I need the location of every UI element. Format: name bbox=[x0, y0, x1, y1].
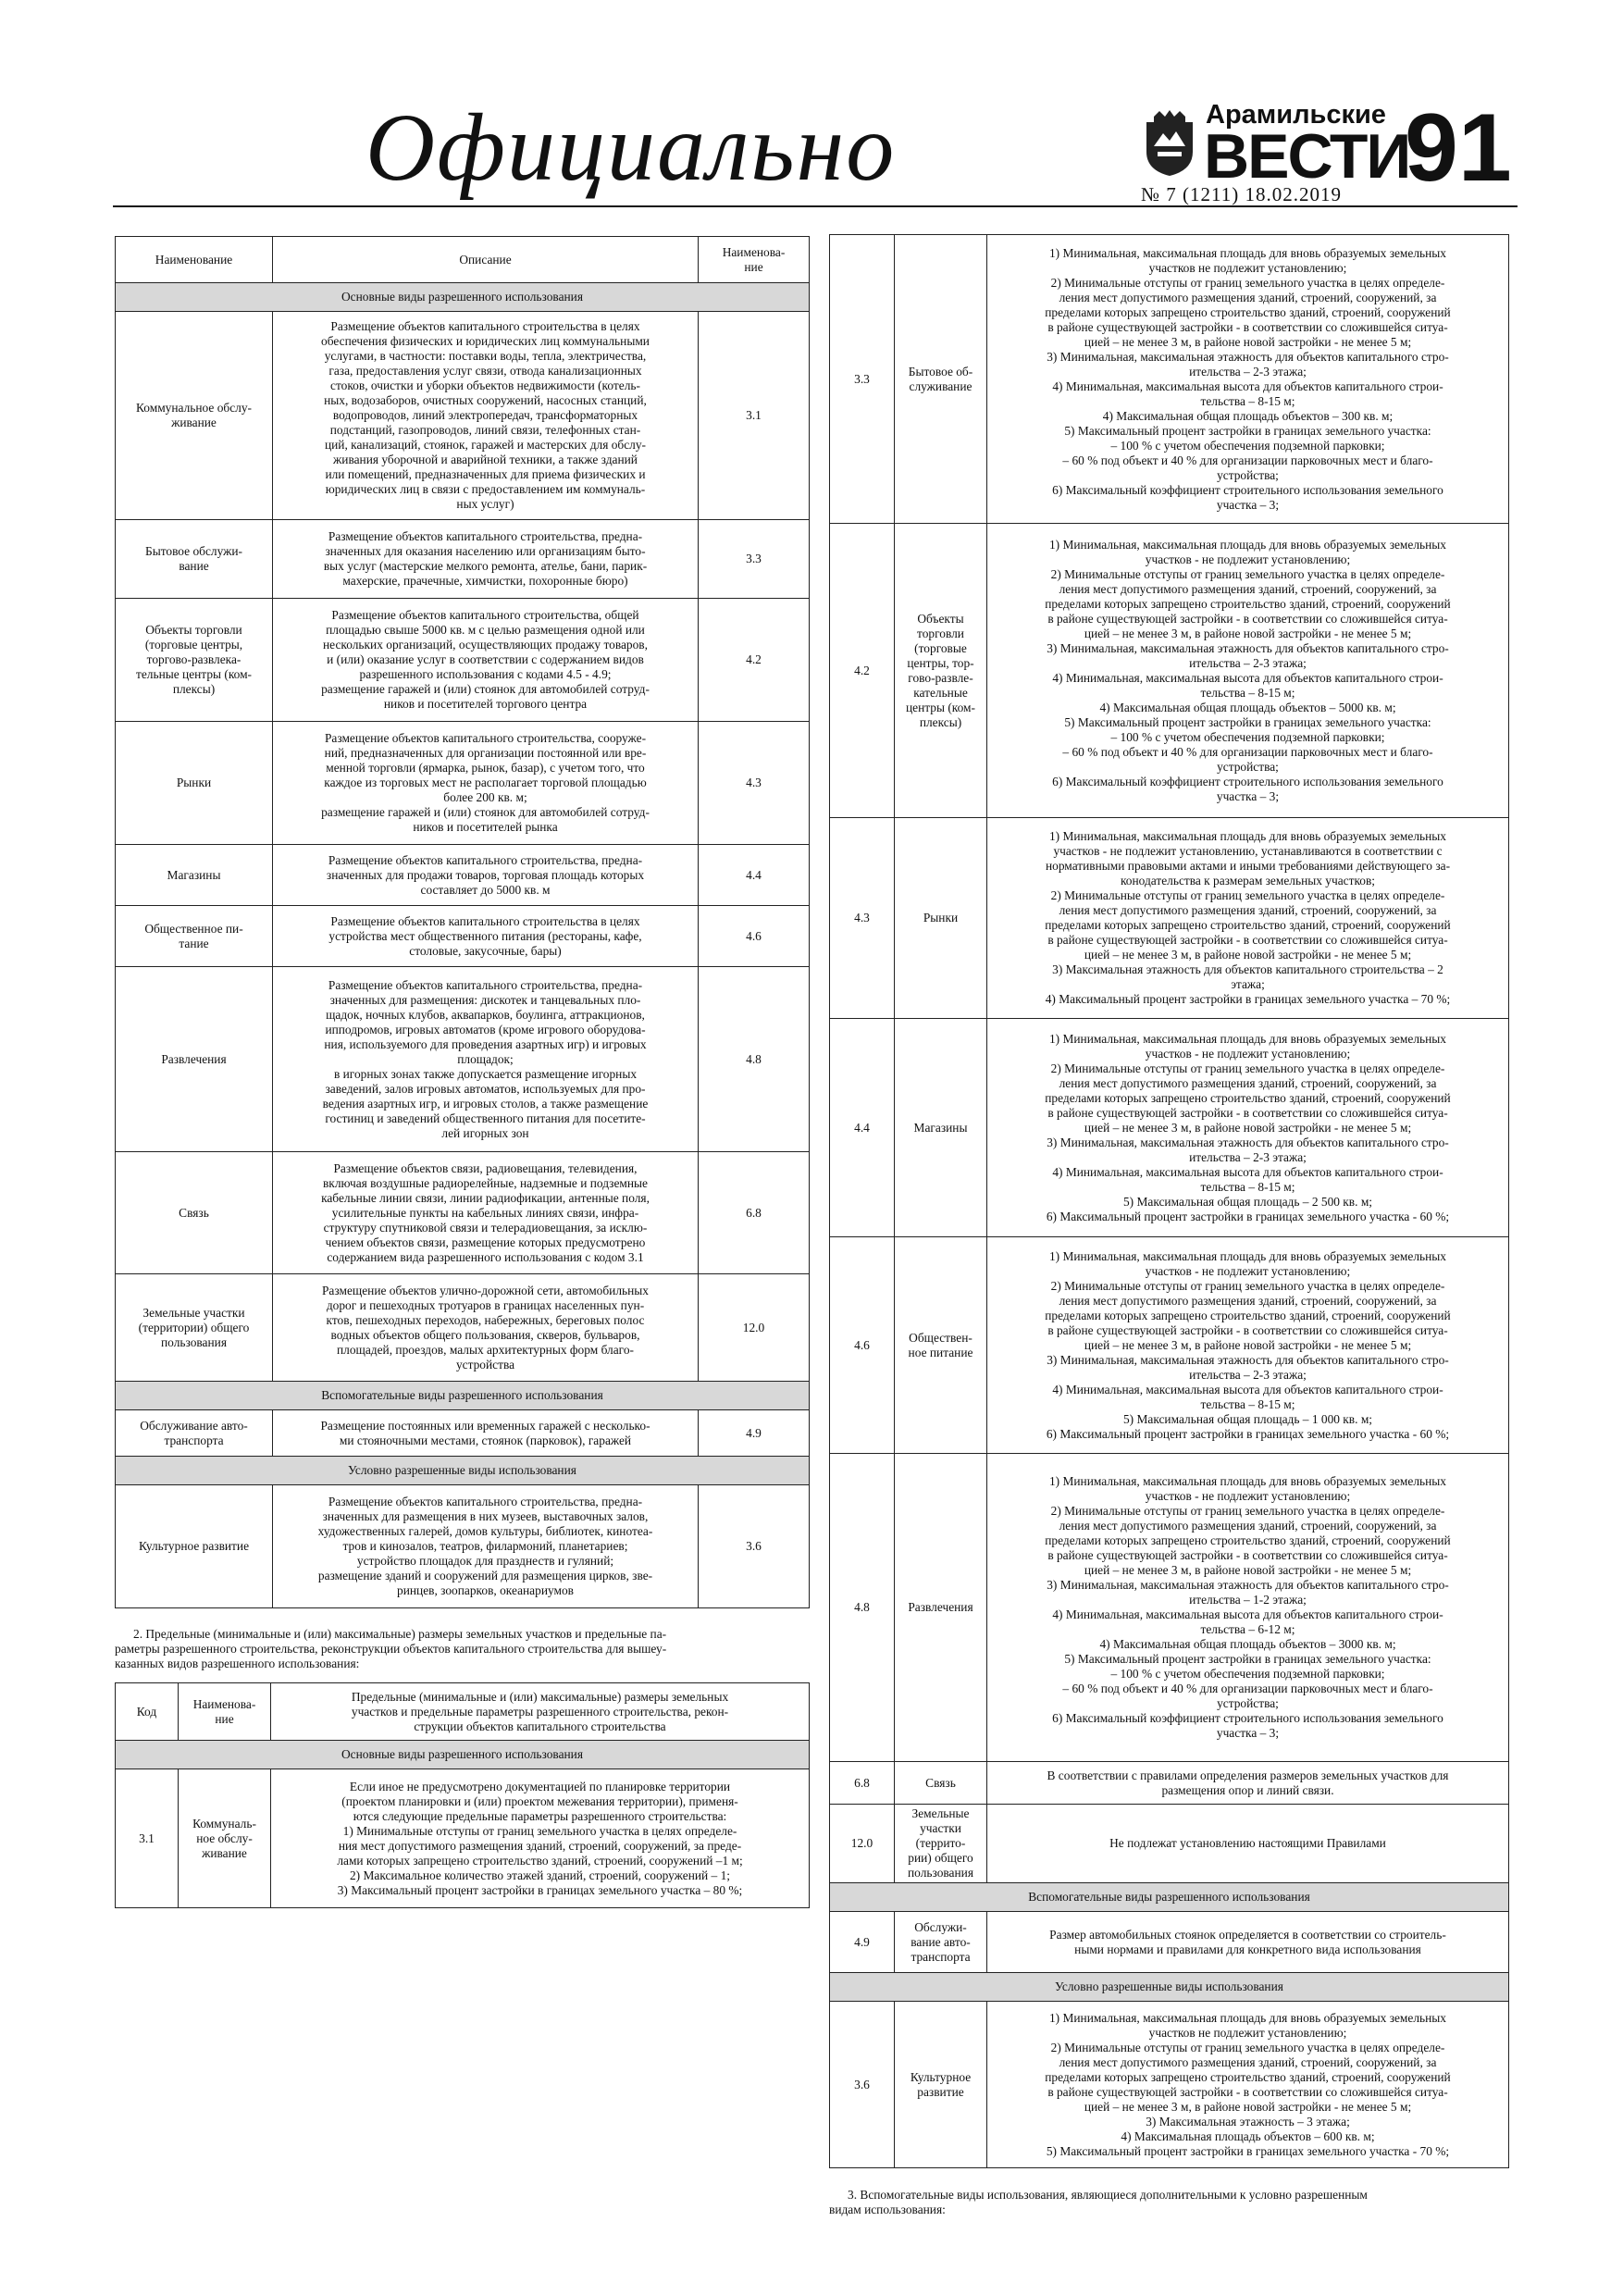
col-header-name: Наименование bbox=[116, 237, 273, 283]
use-name: Связь bbox=[116, 1152, 273, 1274]
use-name: Культурное развитие bbox=[116, 1485, 273, 1608]
use-name: Развлечения bbox=[116, 967, 273, 1152]
use-name: Связь bbox=[895, 1762, 987, 1805]
newspaper-logo bbox=[1141, 100, 1410, 192]
use-name: Земельные участки (территории) общего пользования bbox=[116, 1274, 273, 1382]
use-code: 4.6 bbox=[830, 1237, 895, 1454]
use-description: Размещение объектов улично-дорожной сети, автомобильных дорог и пешеходных тротуаров в границах населенных пун- ктов, пешеходных переходов, набережных, береговых полос водных объектов общего пользования, скверов, бульваров, площадей, проездов, малых архитектурных форм благо- устройства bbox=[273, 1274, 699, 1382]
table-row bbox=[116, 599, 810, 722]
use-name: Коммуналь- ное обслу- живание bbox=[179, 1769, 271, 1908]
col-header-limits: Предельные (минимальные и (или) максимальные) размеры земельных участков и предельные параметры разрешенного строительства, рекон- струкции объектов капитального строительства bbox=[271, 1683, 810, 1741]
section-row bbox=[116, 1741, 810, 1769]
section-cond-label: Условно разрешенные виды использования bbox=[116, 1457, 810, 1485]
use-limits: 1) Минимальная, максимальная площадь для вновь образуемых земельных участков - не подлежит установлению; 2) Минимальные отступы от границ земельного участка в целях определе- ления мест допустимого размещения зданий, строений, сооружений, за пределами которых запрещено строительство зданий, строений, сооружений в районе существующей застройки - в соответствии со сложившейся ситуа- цией – не менее 3 м, в районе новой застройки - не менее 5 м; 3) Минимальная, максимальная этажность для объектов капитального стро- ительства – 2-3 этажа; 4) Минимальная, максимальная высота для объектов капитального строи- тельства – 8-15 м; 5) Максимальная общая площадь – 2 500 кв. м; 6) Максимальный процент застройки в границах земельного участка - 60 %; bbox=[987, 1019, 1509, 1237]
table-row bbox=[116, 845, 810, 906]
use-code: 6.8 bbox=[830, 1762, 895, 1805]
use-description: Размещение объектов капитального строительства в целях обеспечения физических и юридических лиц коммунальными услугами, в частности: поставки воды, тепла, электричества, газа, предоставления услуг связи, отвода канализационных стоков, очистки и уборки объектов недвижимости (котель- ных, водозаборов, очистных сооружений, насосных станций, водопроводов, линий электропередач, трансформаторных подстанций, газопроводов, линий связи, телефонных стан- ций, канализаций, стоянок, гаражей и мастерских для обслу- живания уборочной и аварийной техники, а также зданий или помещений, предназначенных для приема физических и юридических лиц в связи с предоставлением им коммуналь- ных услуг) bbox=[273, 312, 699, 520]
table-row bbox=[830, 235, 1509, 524]
use-limits: 1) Минимальная, максимальная площадь для вновь образуемых земельных участков - не подлежит установлению; 2) Минимальные отступы от границ земельного участка в целях определе- ления мест допустимого размещения зданий, строений, сооружений, за пределами которых запрещено строительство зданий, строений, сооружений в районе существующей застройки - в соответствии со сложившейся ситуа- цией – не менее 3 м, в районе новой застройки - не менее 5 м; 3) Минимальная, максимальная этажность для объектов капитального стро- ительства – 1-2 этажа; 4) Минимальная, максимальная высота для объектов капитального строи- тельства – 6-12 м; 4) Максимальная общая площадь объектов – 3000 кв. м; 5) Максимальный процент застройки в границах земельного участка: – 100 % с учетом обеспечения подземной парковки; – 60 % под объект и 40 % для организации парковочных мест и благо- устройства; 6) Максимальный коэффициент строительного использования земельного участка – 3; bbox=[987, 1454, 1509, 1762]
coat-of-arms-icon bbox=[1141, 109, 1198, 178]
use-name: Земельные участки (террито- рии) общего пользования bbox=[895, 1805, 987, 1883]
section-row bbox=[116, 283, 810, 312]
use-name: Обслуживание авто- транспорта bbox=[116, 1410, 273, 1457]
use-limits: Не подлежат установлению настоящими Правилами bbox=[987, 1805, 1509, 1883]
use-name: Бытовое об- служивание bbox=[895, 235, 987, 524]
table-row bbox=[116, 1769, 810, 1908]
use-code: 3.6 bbox=[830, 2002, 895, 2168]
use-limits: 1) Минимальная, максимальная площадь для вновь образуемых земельных участков - не подлежит установлению; 2) Минимальные отступы от границ земельного участка в целях определе- ления мест допустимого размещения зданий, строений, сооружений, за пределами которых запрещено строительство зданий, строений, сооружений в районе существующей застройки - в соответствии со сложившейся ситуа- цией – не менее 3 м, в районе новой застройки - не менее 5 м; 3) Минимальная, максимальная этажность для объектов капитального стро- ительства – 2-3 этажа; 4) Минимальная, максимальная высота для объектов капитального строи- тельства – 8-15 м; 5) Максимальная общая площадь – 1 000 кв. м; 6) Максимальный процент застройки в границах земельного участка - 60 %; bbox=[987, 1237, 1509, 1454]
use-name: Развлечения bbox=[895, 1454, 987, 1762]
use-description: Размещение объектов капитального строительства, предна- значенных для размещения: дискотек и танцевальных пло- щадок, ночных клубов, аквапарков, боулинга, аттракционов, ипподромов, игровых автоматов (кроме игрового оборудова- ния, используемого для проведения азартных игр) и игровых площадок; в игорных зонах также допускается размещение игорных заведений, залов игровых автоматов, используемых для про- ведения азартных игр, и игровых столов, а также размещение гостиниц и заведений общественного питания для посетите- лей игорных зон bbox=[273, 967, 699, 1152]
use-limits: 1) Минимальная, максимальная площадь для вновь образуемых земельных участков не подлежит установлению; 2) Минимальные отступы от границ земельного участка в целях определе- ления мест допустимого размещения зданий, строений, сооружений, за пределами которых запрещено строительство зданий, строений, сооружений в районе существующей застройки - в соответствии со сложившейся ситуа- цией – не менее 3 м, в районе новой застройки - не менее 5 м; 3) Минимальная, максимальная этажность для объектов капитального стро- ительства – 2-3 этажа; 4) Минимальная, максимальная высота для объектов капитального строи- тельства – 8-15 м; 4) Максимальная общая площадь объектов – 300 кв. м; 5) Максимальный процент застройки в границах земельного участка: – 100 % с учетом обеспечения подземной парковки; – 60 % под объект и 40 % для организации парковочных мест и благо- устройства; 6) Максимальный коэффициент строительного использования земельного участка – 3; bbox=[987, 235, 1509, 524]
use-name: Рынки bbox=[895, 818, 987, 1019]
use-name: Магазины bbox=[116, 845, 273, 906]
use-name: Бытовое обслужи- вание bbox=[116, 520, 273, 599]
use-description: Размещение объектов капитального строительства, общей площадью свыше 5000 кв. м с целью размещения одной или нескольких организаций, осуществляющих продажу товаров, и (или) оказание услуг в соответствии с содержанием видов разрешенного использования с кодами 4.5 - 4.9; размещение гаражей и (или) стоянок для автомобилей сотруд- ников и посетителей торгового центра bbox=[273, 599, 699, 722]
use-limits: 1) Минимальная, максимальная площадь для вновь образуемых земельных участков не подлежит установлению; 2) Минимальные отступы от границ земельного участка в целях определе- ления мест допустимого размещения зданий, строений, сооружений, за пределами которых запрещено строительство зданий, строений, сооружений в районе существующей застройки - в соответствии со сложившейся ситуа- цией – не менее 3 м, в районе новой застройки - не менее 5 м; 3) Максимальная этажность – 3 этажа; 4) Максимальная площадь объектов – 600 кв. м; 5) Максимальный процент застройки в границах земельного участка - 70 %; bbox=[987, 2002, 1509, 2168]
limits-table-right bbox=[829, 234, 1509, 2168]
use-code: 12.0 bbox=[699, 1274, 810, 1382]
use-name: Коммунальное обслу- живание bbox=[116, 312, 273, 520]
use-description: Размещение объектов капитального строительства, предна- значенных для оказания населению или организациям быто- вых услуг (мастерские мелкого ремонта, ателье, бани, парик- махерские, прачечные, химчистки, похоронные бюро) bbox=[273, 520, 699, 599]
section-main-label: Основные виды разрешенного использования bbox=[116, 283, 810, 312]
use-name: Обществен- ное питание bbox=[895, 1237, 987, 1454]
issue-info: № 7 (1211) 18.02.2019 bbox=[1141, 183, 1342, 205]
use-code: 4.9 bbox=[830, 1912, 895, 1973]
page-number: 91 bbox=[1405, 94, 1512, 202]
use-code: 4.3 bbox=[830, 818, 895, 1019]
col-header-description: Описание bbox=[273, 237, 699, 283]
use-name: Общественное пи- тание bbox=[116, 906, 273, 967]
table-row bbox=[830, 2002, 1509, 2168]
use-limits: 1) Минимальная, максимальная площадь для вновь образуемых земельных участков - не подлежит установлению; 2) Минимальные отступы от границ земельного участка в целях определе- ления мест допустимого размещения зданий, строений, сооружений, за пределами которых запрещено строительство зданий, строений, сооружений в районе существующей застройки - в соответствии со сложившейся ситуа- цией – не менее 3 м, в районе новой застройки - не менее 5 м; 3) Минимальная, максимальная этажность для объектов капитального стро- ительства – 2-3 этажа; 4) Минимальная, максимальная высота для объектов капитального строи- тельства – 8-15 м; 4) Максимальная общая площадь объектов – 5000 кв. м; 5) Максимальный процент застройки в границах земельного участка: – 100 % с учетом обеспечения подземной парковки; – 60 % под объект и 40 % для организации парковочных мест и благо- устройства; 6) Максимальный коэффициент строительного использования земельного участка – 3; bbox=[987, 524, 1509, 818]
limits-table-left bbox=[115, 1682, 810, 1908]
use-limits: 1) Минимальная, максимальная площадь для вновь образуемых земельных участков - не подлежит установлению, устанавливаются в соответствии с нормативными правовыми актами и иными требованиями действующего за- конодательства к размерам земельных участков; 2) Минимальные отступы от границ земельного участка в целях определе- ления мест допустимого размещения зданий, строений, сооружений, за пределами которых запрещено строительство зданий, строений, сооружений в районе существующей застройки - в соответствии со сложившейся ситуа- цией – не менее 3 м, в районе новой застройки - не менее 5 м; 3) Максимальная этажность для объектов капитального строительства – 2 этажа; 4) Максимальный процент застройки в границах земельного участка – 70 %; bbox=[987, 818, 1509, 1019]
use-description: Размещение объектов капитального строительства, предна- значенных для размещения в них музеев, выставочных залов, художественных галерей, домов культуры, библиотек, кинотеа- тров и кинозалов, театров, филармоний, планетариев; устройство площадок для празднеств и гуляний; размещение зданий и сооружений для размещения цирков, зве- ринцев, зоопарков, океанариумов bbox=[273, 1485, 699, 1608]
table-row bbox=[116, 967, 810, 1152]
table-row bbox=[116, 722, 810, 845]
table-row bbox=[830, 1019, 1509, 1237]
use-code: 4.8 bbox=[830, 1454, 895, 1762]
use-code: 3.1 bbox=[699, 312, 810, 520]
use-code: 6.8 bbox=[699, 1152, 810, 1274]
use-code: 4.8 bbox=[699, 967, 810, 1152]
table-row bbox=[116, 1410, 810, 1457]
use-code: 4.2 bbox=[830, 524, 895, 818]
use-code: 3.1 bbox=[116, 1769, 179, 1908]
col-header-name: Наименова- ние bbox=[179, 1683, 271, 1741]
use-code: 3.3 bbox=[699, 520, 810, 599]
section-aux-label: Вспомогательные виды разрешенного использования bbox=[116, 1382, 810, 1410]
use-name: Объекты торговли (торговые центры, тор- гово-развле- кательные центры (ком- плексы) bbox=[895, 524, 987, 818]
section-title: Официально bbox=[365, 94, 897, 201]
section-row bbox=[116, 1457, 810, 1485]
table-row bbox=[116, 312, 810, 520]
use-code: 3.6 bbox=[699, 1485, 810, 1608]
permitted-use-table bbox=[115, 236, 810, 1608]
table-row bbox=[830, 1237, 1509, 1454]
use-description: Размещение постоянных или временных гаражей с несколько- ми стояночными местами, стоянок (парковок), гаражей bbox=[273, 1410, 699, 1457]
col-header-code: Код bbox=[116, 1683, 179, 1741]
table-row bbox=[830, 1912, 1509, 1973]
use-code: 4.3 bbox=[699, 722, 810, 845]
table-row bbox=[830, 524, 1509, 818]
use-name: Рынки bbox=[116, 722, 273, 845]
header-divider bbox=[113, 205, 1518, 207]
use-limits: Размер автомобильных стоянок определяется в соответствии со строитель- ными нормами и правилами для конкретного вида использования bbox=[987, 1912, 1509, 1973]
use-limits: Если иное не предусмотрено документацией по планировке территории (проектом планировки и (или) проектом межевания территории), применя- ются следующие предельные параметры разрешенного строительства: 1) Минимальные отступы от границ земельного участка в целях определе- ния мест допустимого размещения зданий, строений, сооружений, за преде- лами которых запрещено строительство зданий, строений, сооружений –1 м; 2) Максимальное количество этажей зданий, строений, сооружений – 1; 3) Максимальный процент застройки в границах земельного участка – 80 %; bbox=[271, 1769, 810, 1908]
use-code: 4.6 bbox=[699, 906, 810, 967]
use-code: 4.4 bbox=[830, 1019, 895, 1237]
use-name: Магазины bbox=[895, 1019, 987, 1237]
brand-name-big: ВЕСТИ bbox=[1204, 121, 1410, 192]
use-limits: В соответствии с правилами определения размеров земельных участков для размещения опор и линий связи. bbox=[987, 1762, 1509, 1805]
use-code: 3.3 bbox=[830, 235, 895, 524]
col-header-code: Наименова- ние bbox=[699, 237, 810, 283]
section-row bbox=[830, 1973, 1509, 2002]
brand-name-small: Арамильские bbox=[1206, 100, 1386, 130]
table-row bbox=[116, 1274, 810, 1382]
table-header-row bbox=[116, 1683, 810, 1741]
table-row bbox=[830, 1805, 1509, 1883]
table-row bbox=[116, 1485, 810, 1608]
table-row bbox=[830, 1762, 1509, 1805]
table-row bbox=[830, 1454, 1509, 1762]
table-row bbox=[116, 1152, 810, 1274]
section-main-label: Основные виды разрешенного использования bbox=[116, 1741, 810, 1769]
table-row bbox=[830, 818, 1509, 1019]
use-code: 4.2 bbox=[699, 599, 810, 722]
use-code: 4.4 bbox=[699, 845, 810, 906]
use-name: Объекты торговли (торговые центры, торгово-развлека- тельные центры (ком- плексы) bbox=[116, 599, 273, 722]
paragraph-3: 3. Вспомогательные виды использования, являющиеся дополнительными к условно разрешенным видам использования: bbox=[829, 2188, 1368, 2216]
table-row bbox=[116, 906, 810, 967]
table-row bbox=[116, 520, 810, 599]
table-header-row bbox=[116, 237, 810, 283]
use-description: Размещение объектов связи, радиовещания, телевидения, включая воздушные радиорелейные, надземные и подземные кабельные линии связи, линии радиофикации, антенные поля, усилительные пункты на кабельных линиях связи, инфра- структуру спутниковой связи и телерадиовещания, за исклю- чением объектов связи, размещение которых предусмотрено содержанием вида разрешенного использования с кодом 3.1 bbox=[273, 1152, 699, 1274]
section-aux-label: Вспомогательные виды разрешенного использования bbox=[830, 1883, 1509, 1912]
use-description: Размещение объектов капитального строительства, сооруже- ний, предназначенных для организации постоянной или вре- менной торговли (ярмарка, рынок, базар), с учетом того, что каждое из торговых мест не располагает торговой площадью более 200 кв. м; размещение гаражей и (или) стоянок для автомобилей сотруд- ников и посетителей рынка bbox=[273, 722, 699, 845]
section-row bbox=[116, 1382, 810, 1410]
use-code: 4.9 bbox=[699, 1410, 810, 1457]
use-name: Обслужи- вание авто- транспорта bbox=[895, 1912, 987, 1973]
use-description: Размещение объектов капитального строительства в целях устройства мест общественного питания (рестораны, кафе, столовые, закусочные, бары) bbox=[273, 906, 699, 967]
use-description: Размещение объектов капитального строительства, предна- значенных для продажи товаров, торговая площадь которых составляет до 5000 кв. м bbox=[273, 845, 699, 906]
paragraph-2: 2. Предельные (минимальные и (или) максимальные) размеры земельных участков и предельные па- раметры разрешенного строительства, реконструкции объектов капитального строительства для вышеу- казанных видов разрешенного использования: bbox=[115, 1627, 667, 1670]
section-row bbox=[830, 1883, 1509, 1912]
use-name: Культурное развитие bbox=[895, 2002, 987, 2168]
section-cond-label: Условно разрешенные виды использования bbox=[830, 1973, 1509, 2002]
use-code: 12.0 bbox=[830, 1805, 895, 1883]
